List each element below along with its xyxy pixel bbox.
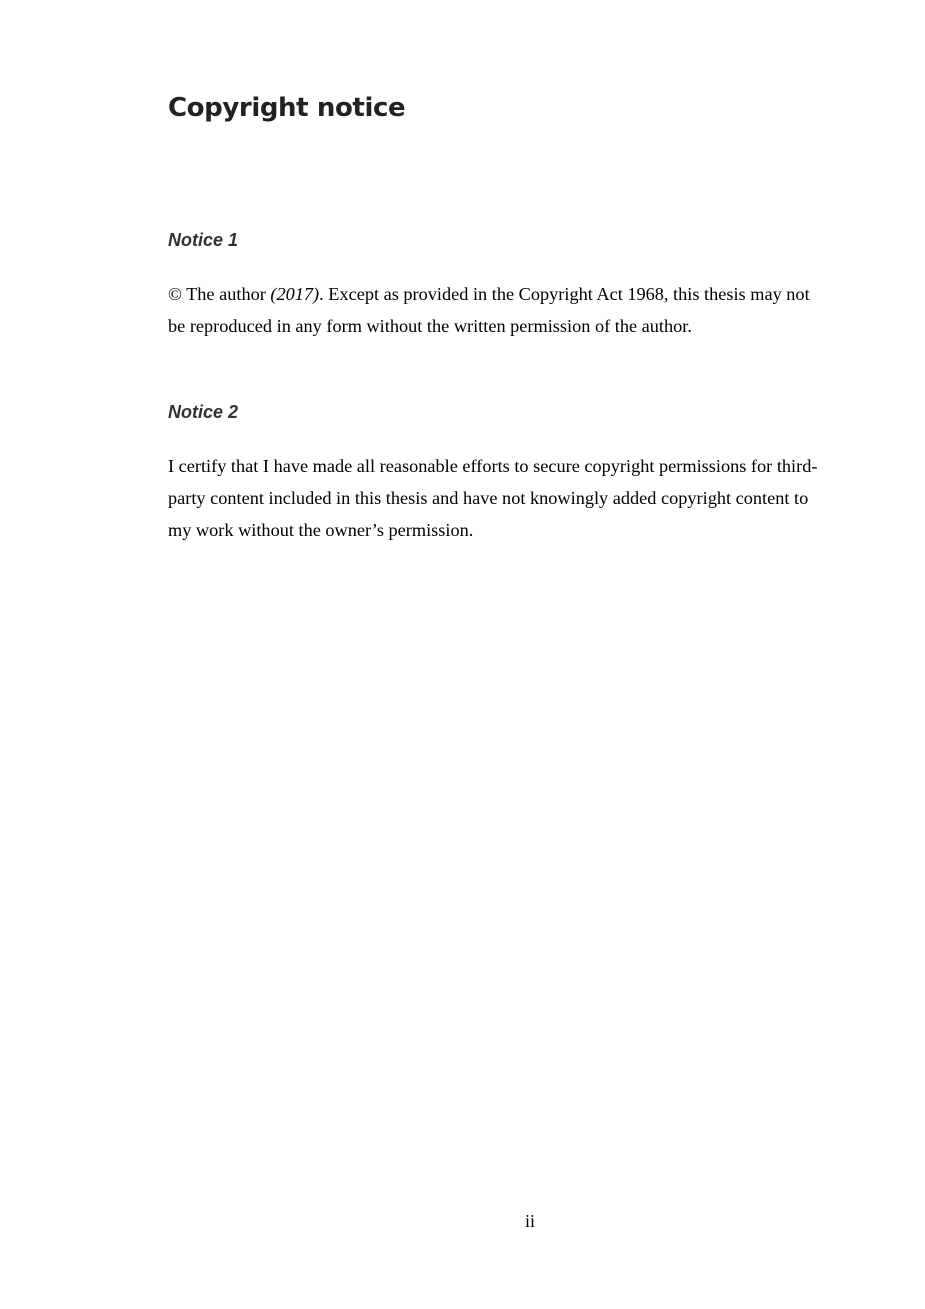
notice-1-heading: Notice 1 (168, 230, 239, 250)
notice-1-line-1 (168, 282, 810, 306)
notice-1-year: (2017) (270, 284, 320, 304)
notice-2-heading: Notice 2 (168, 402, 239, 422)
notice-2-line-2: party content included in this thesis and have not knowingly added copyright content to (168, 488, 809, 508)
notice-2-line-1: I certify that I have made all reasonable efforts to secure copyright permissions for third- (168, 456, 818, 476)
notice-2-line-3: my work without the owner’s permission. (168, 520, 474, 540)
notice-1-line-2: be reproduced in any form without the written permission of the author. (168, 316, 692, 336)
page-number: ii (524, 1211, 535, 1231)
notice-1-line-1-rest: . Except as provided in the Copyright Act 1968, this thesis may not (319, 284, 810, 304)
page-title: Copyright notice (168, 93, 406, 123)
notice-1-copyright-prefix: © The author (168, 284, 271, 304)
